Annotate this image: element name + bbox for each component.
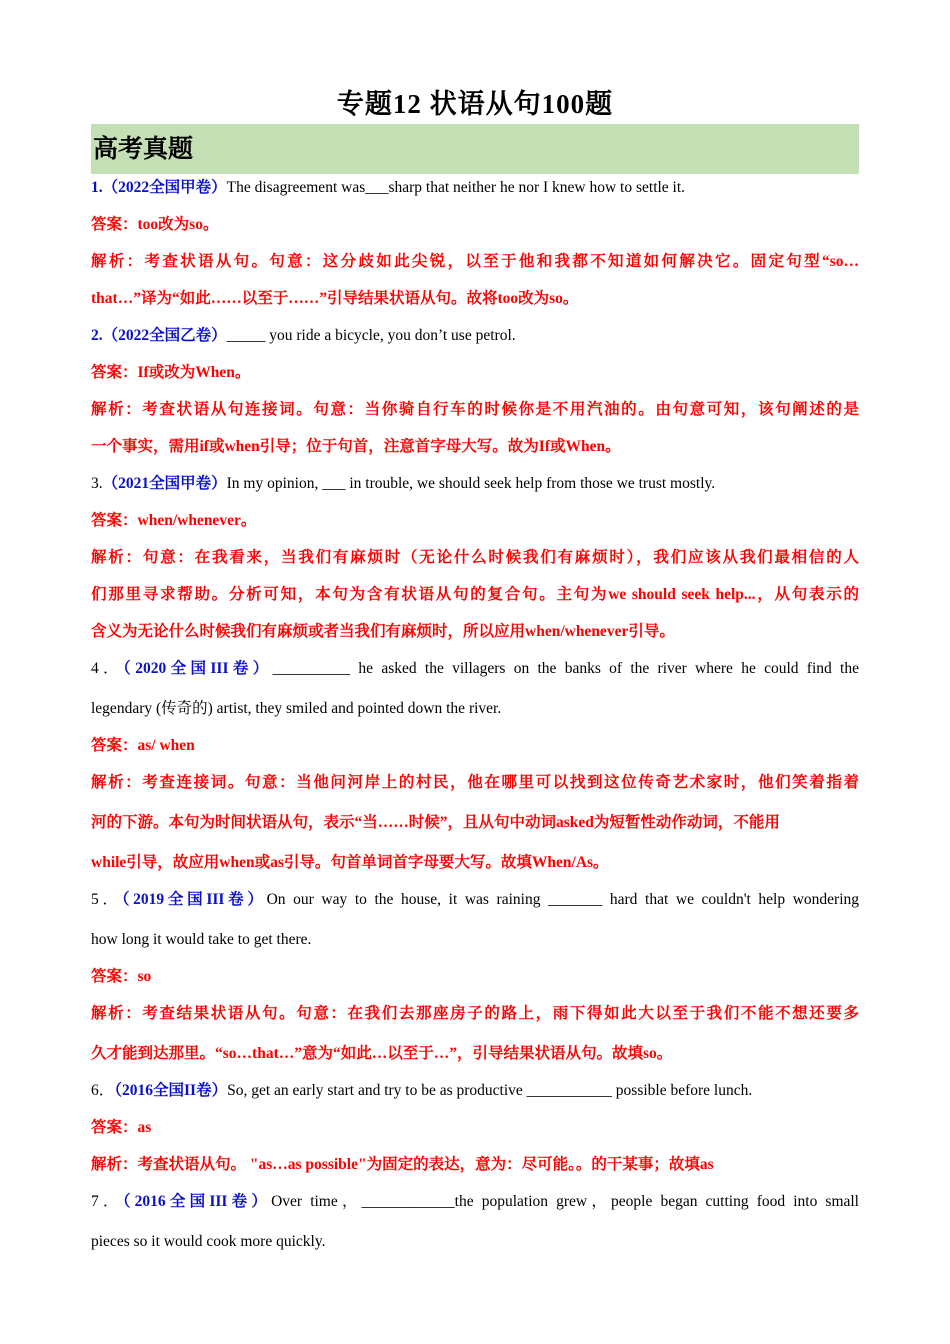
- analysis-line: that…”译为“如此……以至于……”引导结果状语从句。故将too改为so。: [91, 290, 579, 307]
- answer-text: 答案：as: [91, 1119, 152, 1136]
- answer-text: 答案：so: [91, 968, 152, 985]
- question-source: （2016全国II卷）: [114, 1082, 228, 1099]
- question-number: 3.: [91, 475, 103, 492]
- analysis-line: 解析：句意：在我看来，当我们有麻烦时（无论什么时候我们有麻烦时），我们应该从我们最相信的人: [91, 549, 859, 566]
- question-number: 4．: [91, 660, 124, 677]
- question-7: [91, 1189, 859, 1254]
- question-list: [91, 174, 859, 1254]
- question-body: The disagreement was___sharp that neither he nor I knew how to settle it.: [226, 179, 686, 196]
- question-body-continued: legendary (传奇的) artist, they smiled and pointed down the river.: [91, 700, 502, 717]
- question-body: Over time，____________the population grew，people began cutting food into small: [271, 1193, 859, 1210]
- question-body: _____ you ride a bicycle, you don’t use petrol.: [226, 327, 516, 344]
- answer-text: 答案：when/whenever。: [91, 512, 257, 529]
- analysis-line: 含义为无论什么时候我们有麻烦或者当我们有麻烦时，所以应用when/whenever引导。: [91, 623, 675, 640]
- question-source: （2022全国乙卷）: [102, 327, 227, 344]
- question-body: __________ he asked the villagers on the banks of the river where he could find the: [272, 660, 859, 677]
- section-heading: 高考真题: [91, 124, 859, 174]
- question-body: In my opinion, ___ in trouble, we should seek help from those we trust mostly.: [226, 475, 716, 492]
- analysis-line: 解析：考查连接词。句意：当他问河岸上的村民，他在哪里可以找到这位传奇艺术家时，他们笑着指着: [91, 774, 859, 791]
- question-source: （2016全国III卷）: [122, 1193, 272, 1210]
- question-4: [91, 656, 859, 875]
- question-source: （2021全国甲卷）: [102, 475, 227, 492]
- question-text: [91, 656, 859, 681]
- analysis-line: 一个事实，需用if或when引导；位于句首，注意首字母大写。故为If或When。: [91, 438, 621, 455]
- question-text: [91, 175, 859, 200]
- analysis-line: 久才能到达那里。“so…that…”意为“如此…以至于…”，引导结果状语从句。故填so。: [91, 1045, 673, 1062]
- question-body-continued: pieces so it would cook more quickly.: [91, 1233, 326, 1250]
- answer-text: 答案：If或改为When。: [91, 364, 251, 381]
- analysis-line: while引导，故应用when或as引导。句首单词首字母要大写。故填When/As。: [91, 854, 609, 871]
- question-text: [91, 1078, 859, 1103]
- question-body: On our way to the house, it was raining _______ hard that we couldn't help wondering: [266, 891, 859, 908]
- question-source: （2020全国III卷）: [123, 660, 273, 677]
- analysis-line: 解析：考查状语从句。句意：这分歧如此尖锐，以至于他和我都不知道如何解决它。固定句型“so…: [91, 253, 859, 270]
- question-6: [91, 1078, 859, 1177]
- question-number: 5．: [91, 891, 122, 908]
- analysis-line: 解析：考查状语从句连接词。句意：当你骑自行车的时候你是不用汽油的。由句意可知，该句阐述的是: [91, 401, 859, 418]
- question-source: （2019全国III卷）: [121, 891, 267, 908]
- question-text: [91, 323, 859, 348]
- answer-text: 答案：as/ when: [91, 737, 195, 754]
- question-3: [91, 471, 859, 644]
- question-2: [91, 323, 859, 459]
- question-text: [91, 1189, 859, 1214]
- question-number: 7．: [91, 1193, 123, 1210]
- question-1: [91, 174, 859, 311]
- question-body: So, get an early start and try to be as productive ___________ possible before lunch.: [227, 1082, 753, 1099]
- question-number: 1.: [91, 179, 103, 196]
- page-title: 专题12 状语从句100题: [336, 89, 614, 119]
- analysis-line: 们那里寻求帮助。分析可知，本句为含有状语从句的复合句。主句为we should seek help...，从句表示的: [91, 586, 859, 603]
- analysis-line: 解析：考查状语从句。 "as…as possible"为固定的表达，意为：尽可能。。的干某事；故填as: [91, 1156, 714, 1173]
- question-number: 6．: [91, 1082, 115, 1099]
- answer-text: 答案：too改为so。: [91, 216, 219, 233]
- question-text: [91, 887, 859, 912]
- question-5: [91, 887, 859, 1066]
- analysis-line: 河的下游。本句为时间状语从句，表示“当……时候”，且从句中动词asked为短暂性动作动词，不能用: [91, 814, 780, 831]
- question-source: （2022全国甲卷）: [102, 179, 227, 196]
- analysis-line: 解析：考查结果状语从句。句意：在我们去那座房子的路上，雨下得如此大以至于我们不能不想还要多: [91, 1005, 859, 1022]
- question-number: 2.: [91, 327, 103, 344]
- question-body-continued: how long it would take to get there.: [91, 931, 312, 948]
- question-text: [91, 471, 859, 496]
